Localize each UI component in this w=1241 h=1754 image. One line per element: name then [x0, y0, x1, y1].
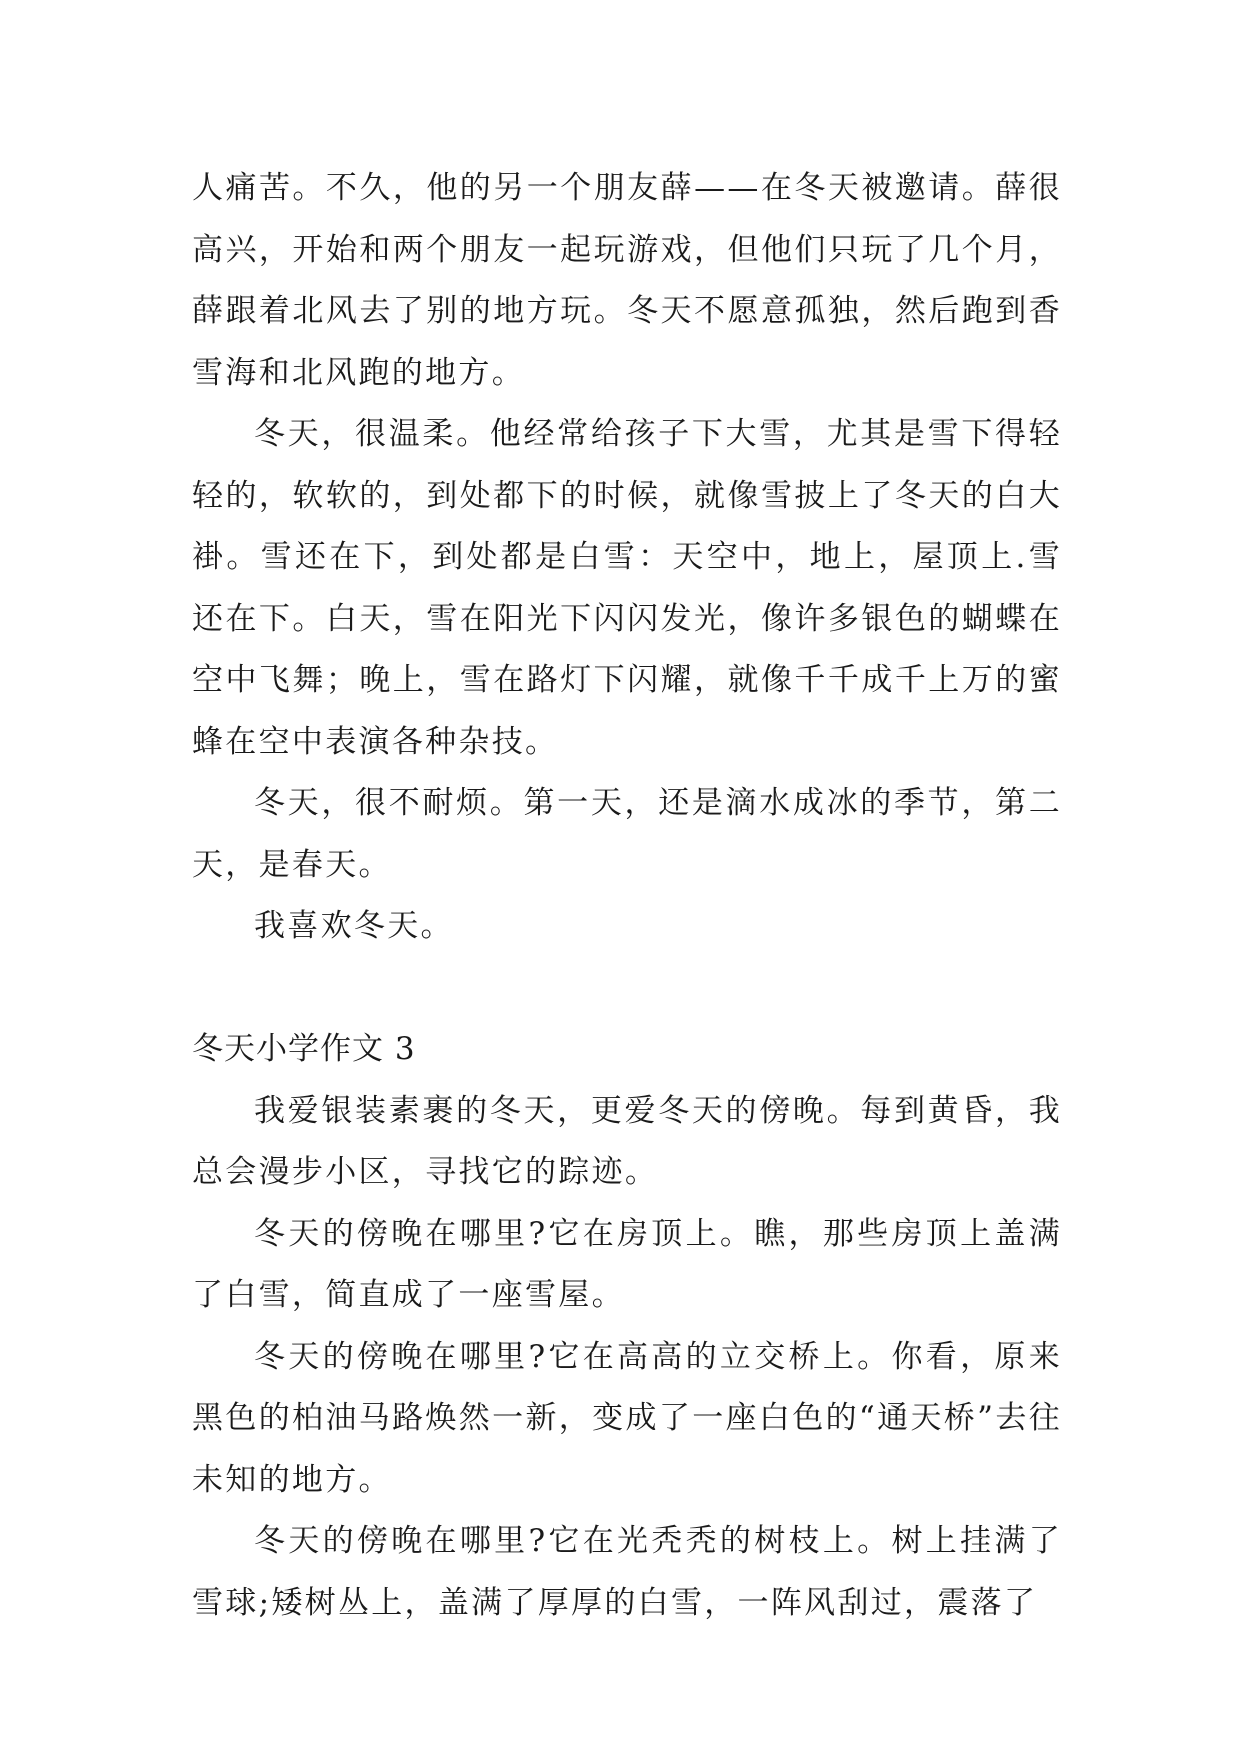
paragraph: 我爱银装素裹的冬天，更爱冬天的傍晚。每到黄昏，我总会漫步小区，寻找它的踪迹。 — [192, 1092, 1062, 1190]
section-title: 冬天小学作文 3 — [192, 1031, 416, 1067]
paragraph: 冬天的傍晚在哪里?它在光秃秃的树枝上。树上挂满了雪球;矮树丛上，盖满了厚厚的白雪，一阵风刮过，震落了 — [192, 1523, 1062, 1621]
paragraph: 冬天，很不耐烦。第一天，还是滴水成冰的季节，第二天，是春天。 — [192, 785, 1062, 883]
paragraph: 冬天的傍晚在哪里?它在房顶上。瞧，那些房顶上盖满了白雪，简直成了一座雪屋。 — [192, 1215, 1062, 1313]
paragraph: 我喜欢冬天。 — [254, 908, 454, 944]
paragraph: 人痛苦。不久，他的另一个朋友薛——在冬天被邀请。薛很高兴，开始和两个朋友一起玩游戏，但他们只玩了几个月，薛跟着北风去了别的地方玩。冬天不愿意孤独，然后跑到香雪海和北风跑的地方。 — [192, 170, 1062, 391]
paragraph: 冬天，很温柔。他经常给孩子下大雪，尤其是雪下得轻轻的，软软的，到处都下的时候，就像雪披上了冬天的白大褂。雪还在下，到处都是白雪：天空中，地上，屋顶上.雪还在下。白天，雪在阳光下闪闪发光，像许多银色的蝴蝶在空中飞舞；晚上，雪在路灯下闪耀，就像千千成千上万的蜜蜂在空中表演各种杂技。 — [192, 416, 1062, 760]
document-body — [192, 158, 1062, 1634]
paragraph: 冬天的傍晚在哪里?它在高高的立交桥上。你看，原来黑色的柏油马路焕然一新，变成了一座白色的“通天桥”去往未知的地方。 — [192, 1338, 1062, 1498]
